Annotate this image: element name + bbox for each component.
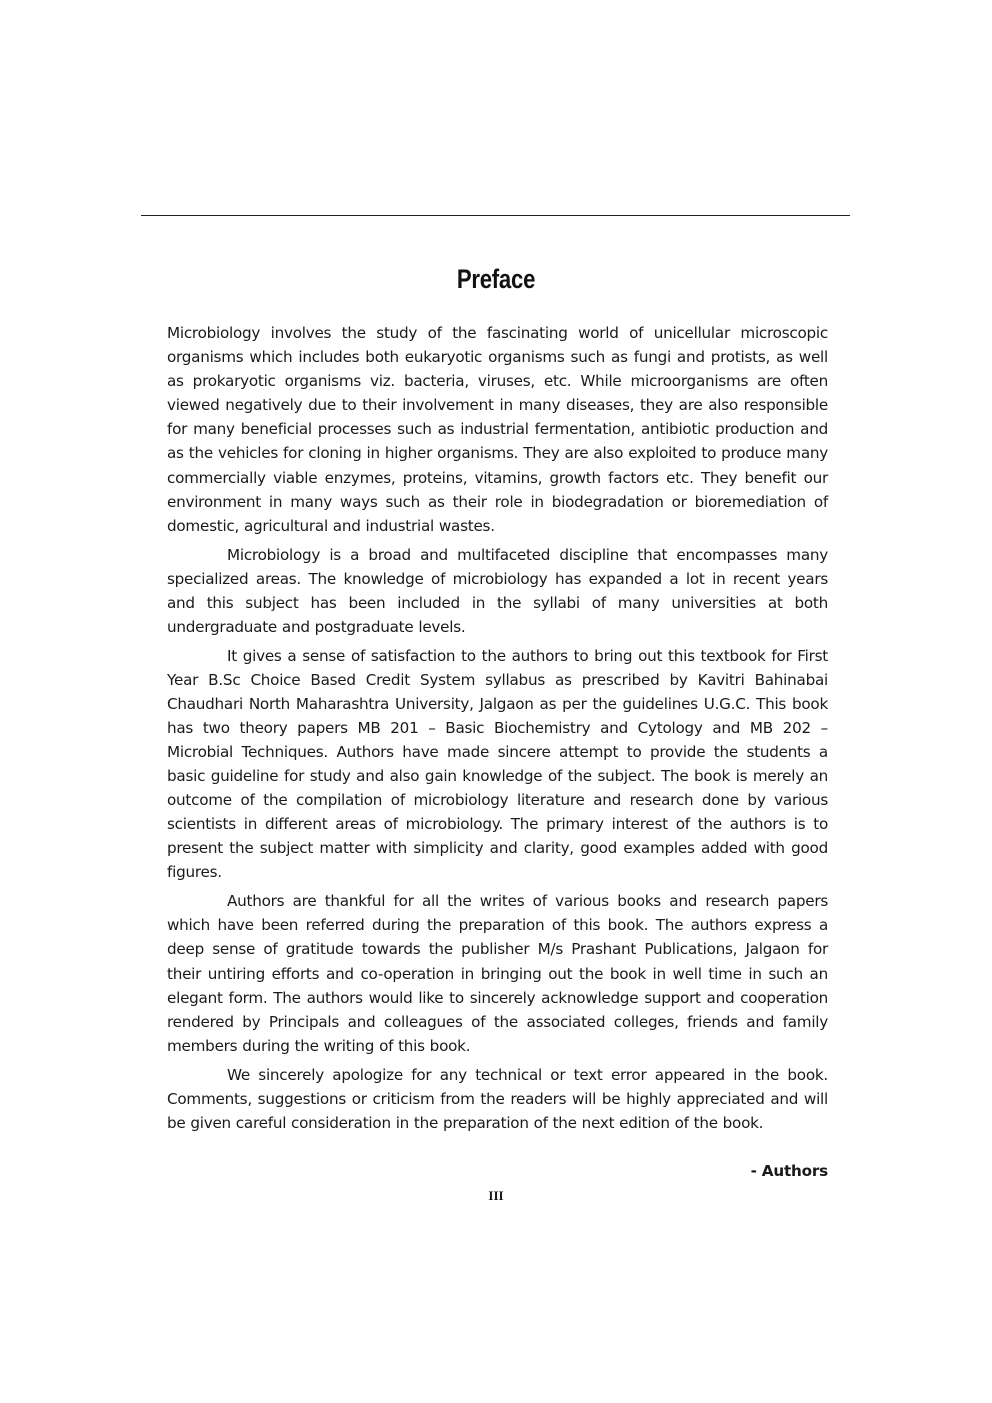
preface-body bbox=[167, 321, 828, 1140]
page-number: III bbox=[488, 1188, 504, 1203]
signature: - Authors bbox=[750, 1162, 828, 1180]
paragraph-1: Microbiology involves the study of the fascinating world of unicellular microscopic organisms which includes both eukaryotic organisms such as fungi and protists, as well as prokaryotic organisms viz. bacteria, viruses, etc. While microorganisms are often viewed negatively due to their involvement in many diseases, they are also responsible for many beneficial processes such as industrial fermentation, antibiotic production and as the vehicles for cloning in higher organisms. They are also exploited to produce many commercially viable enzymes, proteins, vitamins, growth factors etc. They benefit our environment in many ways such as their role in biodegradation or bioremediation of domestic, agricultural and industrial wastes. bbox=[167, 324, 828, 535]
page-title: Preface bbox=[456, 264, 536, 294]
paragraph-5: We sincerely apologize for any technical or text error appeared in the book. Comments, suggestions or criticism from the readers will be highly appreciated and will be given careful consideration in the preparation of the next edition of the book. bbox=[167, 1065, 828, 1132]
paragraph-3: It gives a sense of satisfaction to the authors to bring out this textbook for First Year B.Sc Choice Based Credit System syllabus as prescribed by Kavitri Bahinabai Chaudhari North Maharashtra University, Jalgaon as per the guidelines U.G.C. This book has two theory papers MB 201 – Basic Biochemistry and Cytology and MB 202 – Microbial Techniques. Authors have made sincere attempt to provide the students a basic guideline for study and also gain knowledge of the subject. The book is merely an outcome of the compilation of microbiology literature and research done by various scientists in different areas of microbiology. The primary interest of the authors is to present the subject matter with simplicity and clarity, good examples added with good figures. bbox=[167, 646, 828, 882]
top-rule bbox=[141, 215, 850, 216]
paragraph-2: Microbiology is a broad and multifaceted discipline that encompasses many specialized areas. The knowledge of microbiology has expanded a lot in recent years and this subject has been included in the syllabi of many universities at both undergraduate and postgraduate levels. bbox=[167, 545, 828, 636]
paragraph-4: Authors are thankful for all the writes of various books and research papers which have been referred during the preparation of this book. The authors express a deep sense of gratitude towards the publisher M/s Prashant Publications, Jalgaon for their untiring efforts and co-operation in bringing out the book in well time in such an elegant form. The authors would like to sincerely acknowledge support and cooperation rendered by Principals and colleagues of the associated colleges, friends and family members during the writing of this book. bbox=[167, 892, 828, 1055]
